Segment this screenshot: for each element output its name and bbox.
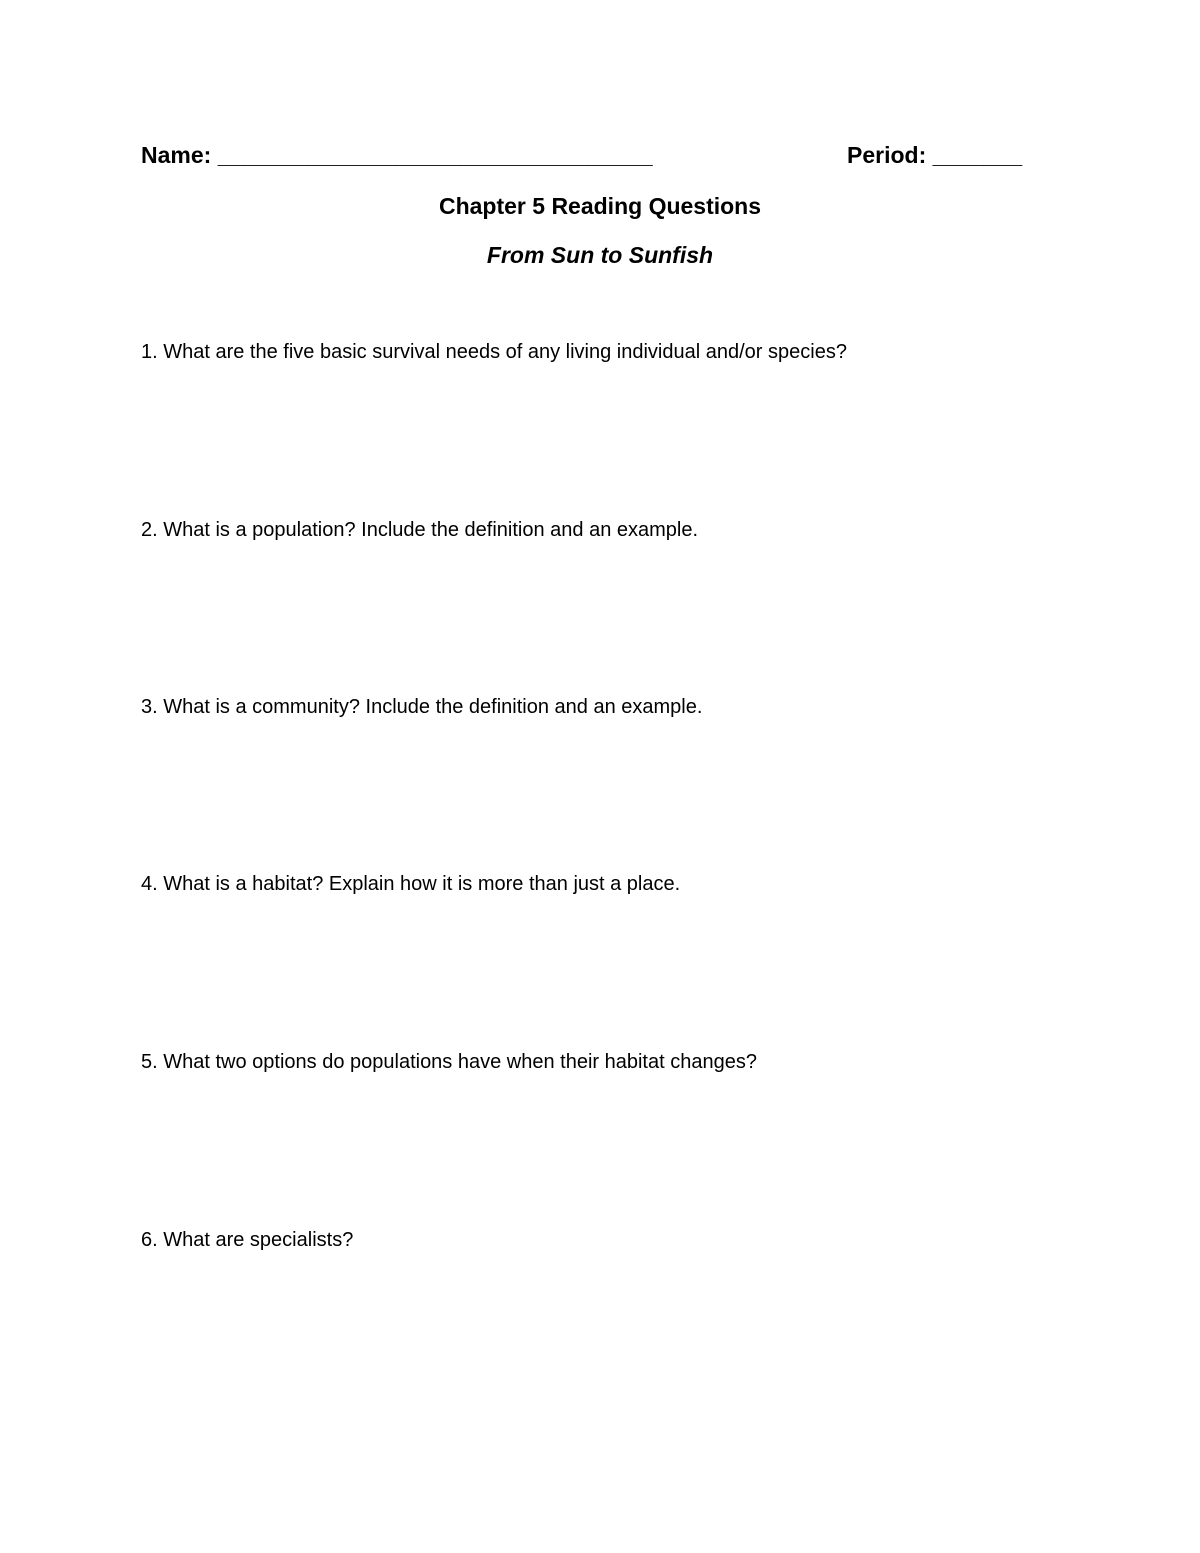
question-1: 1. What are the five basic survival needs of any living individual and/or species? (141, 341, 847, 363)
question-2: 2. What is a population? Include the definition and an example. (141, 519, 699, 541)
header-row (141, 142, 1031, 176)
question-3: 3. What is a community? Include the definition and an example. (141, 696, 703, 718)
worksheet-subtitle: From Sun to Sunfish (486, 242, 714, 268)
question-6: 6. What are specialists? (141, 1229, 354, 1251)
worksheet-title: Chapter 5 Reading Questions (438, 193, 762, 219)
name-field: Name: __________________________________ (141, 142, 653, 168)
question-4: 4. What is a habitat? Explain how it is more than just a place. (141, 873, 681, 895)
question-5: 5. What two options do populations have when their habitat changes? (141, 1051, 757, 1073)
period-field: Period: _______ (847, 142, 1023, 168)
